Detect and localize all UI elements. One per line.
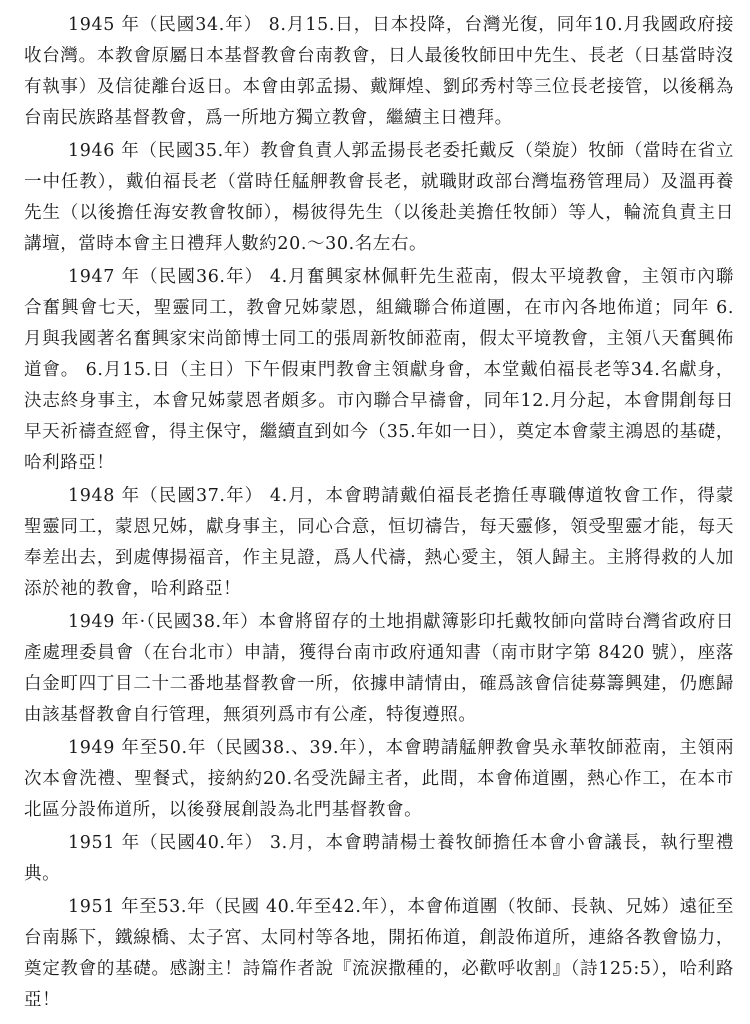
paragraph-1949-1950: 1949 年至50.年（民國38.、39.年），本會聘請艋舺教會吳永華牧師蒞南，主領兩次本會洗禮、聖餐式，接納約20.名受洗歸主者，此間，本會佈道團，熱心作工，在本市北區分設佈道所，以後發展創設為北門基督教會。 — [24, 738, 734, 820]
paragraph-1945: 1945 年（民國34.年） 8.月15.日，日本投降，台灣光復，同年10.月我國政府接收台灣。本教會原屬日本基督教會台南教會，日人最後牧師田中先生、長老（日基當時沒有執事）及信徒離台返日。本會由郭孟揚、戴輝煌、劉邱秀村等三位長老接管，以後稱為台南民族路基督教會，爲一所地方獨立教會，繼續主日禮拜。 — [24, 15, 734, 128]
document-page — [24, 10, 734, 1018]
paragraph-1951: 1951 年（民國40.年） 3.月，本會聘請楊士養牧師擔任本會小會議長，執行聖禮典。 — [24, 833, 734, 884]
paragraph-1951-1953: 1951 年至53.年（民國 40.年至42.年），本會佈道團（牧師、長執、兄姊）遠征至台南縣下，鐵線橋、太子宮、太同村等各地，開拓佈道，創設佈道所，連絡各教會協力，奠定教會的基礎。感謝主！詩篇作者說『流淚撒種的，必歡呼收割』（詩125:5），哈利路亞！ — [24, 897, 734, 1010]
paragraph-1948: 1948 年（民國37.年） 4.月，本會聘請戴伯福長老擔任專職傳道牧會工作，得蒙聖靈同工，蒙恩兄姊，獻身事主，同心合意，恒切禱告，每天靈修，領受聖靈才能，每天奉差出去，到處傳揚福音，作主見證，爲人代禱，熱心愛主，領人歸主。主將得救的人加添於祂的教會，哈利路亞！ — [24, 486, 734, 599]
paragraph-1949: 1949 年·（民國38.年）本會將留存的土地捐獻簿影印托戴牧師向當時台灣省政府日產處理委員會（在台北市）申請，獲得台南市政府通知書（南市財字第 8420 號），座落白金町四丁目二十二番地基督教會一所，依據申請情由，確爲該會信徒募籌興建，仍應歸由該基督教會自行管理，無須列爲市有公產，特復遵照。 — [24, 612, 734, 725]
paragraph-1947: 1947 年（民國36.年） 4.月奮興家林佩軒先生蒞南，假太平境教會，主領市內聯合奮興會七天，聖靈同工，教會兄姊蒙恩，組織聯合佈道團，在市內各地佈道；同年 6.月與我國著名奮興家宋尚節博士同工的張周新牧師蒞南，假太平境教會，主領八天奮興佈道會。 6.月15.日（主日）下午假東門教會主領獻身會，本堂戴伯福長老等34.名獻身，決志終身事主，本會兄姊蒙恩者頗多。市內聯合早禱會，同年12.月分起，本會開創每日早天祈禱查經會，得主保守，繼續直到如今（35.年如一日），奠定本會蒙主鴻恩的基礎，哈利路亞！ — [24, 267, 734, 473]
paragraph-1946: 1946 年（民國35.年）教會負責人郭孟揚長老委托戴反（榮旋）牧師（當時在省立一中任教），戴伯福長老（當時任艋舺教會長老，就職財政部台灣塩務管理局）及溫再養先生（以後擔任海安教會牧師），楊彼得先生（以後赴美擔任牧師）等人，輪流負責主日講壇，當時本會主日禮拜人數約20.～30.名左右。 — [24, 141, 734, 254]
